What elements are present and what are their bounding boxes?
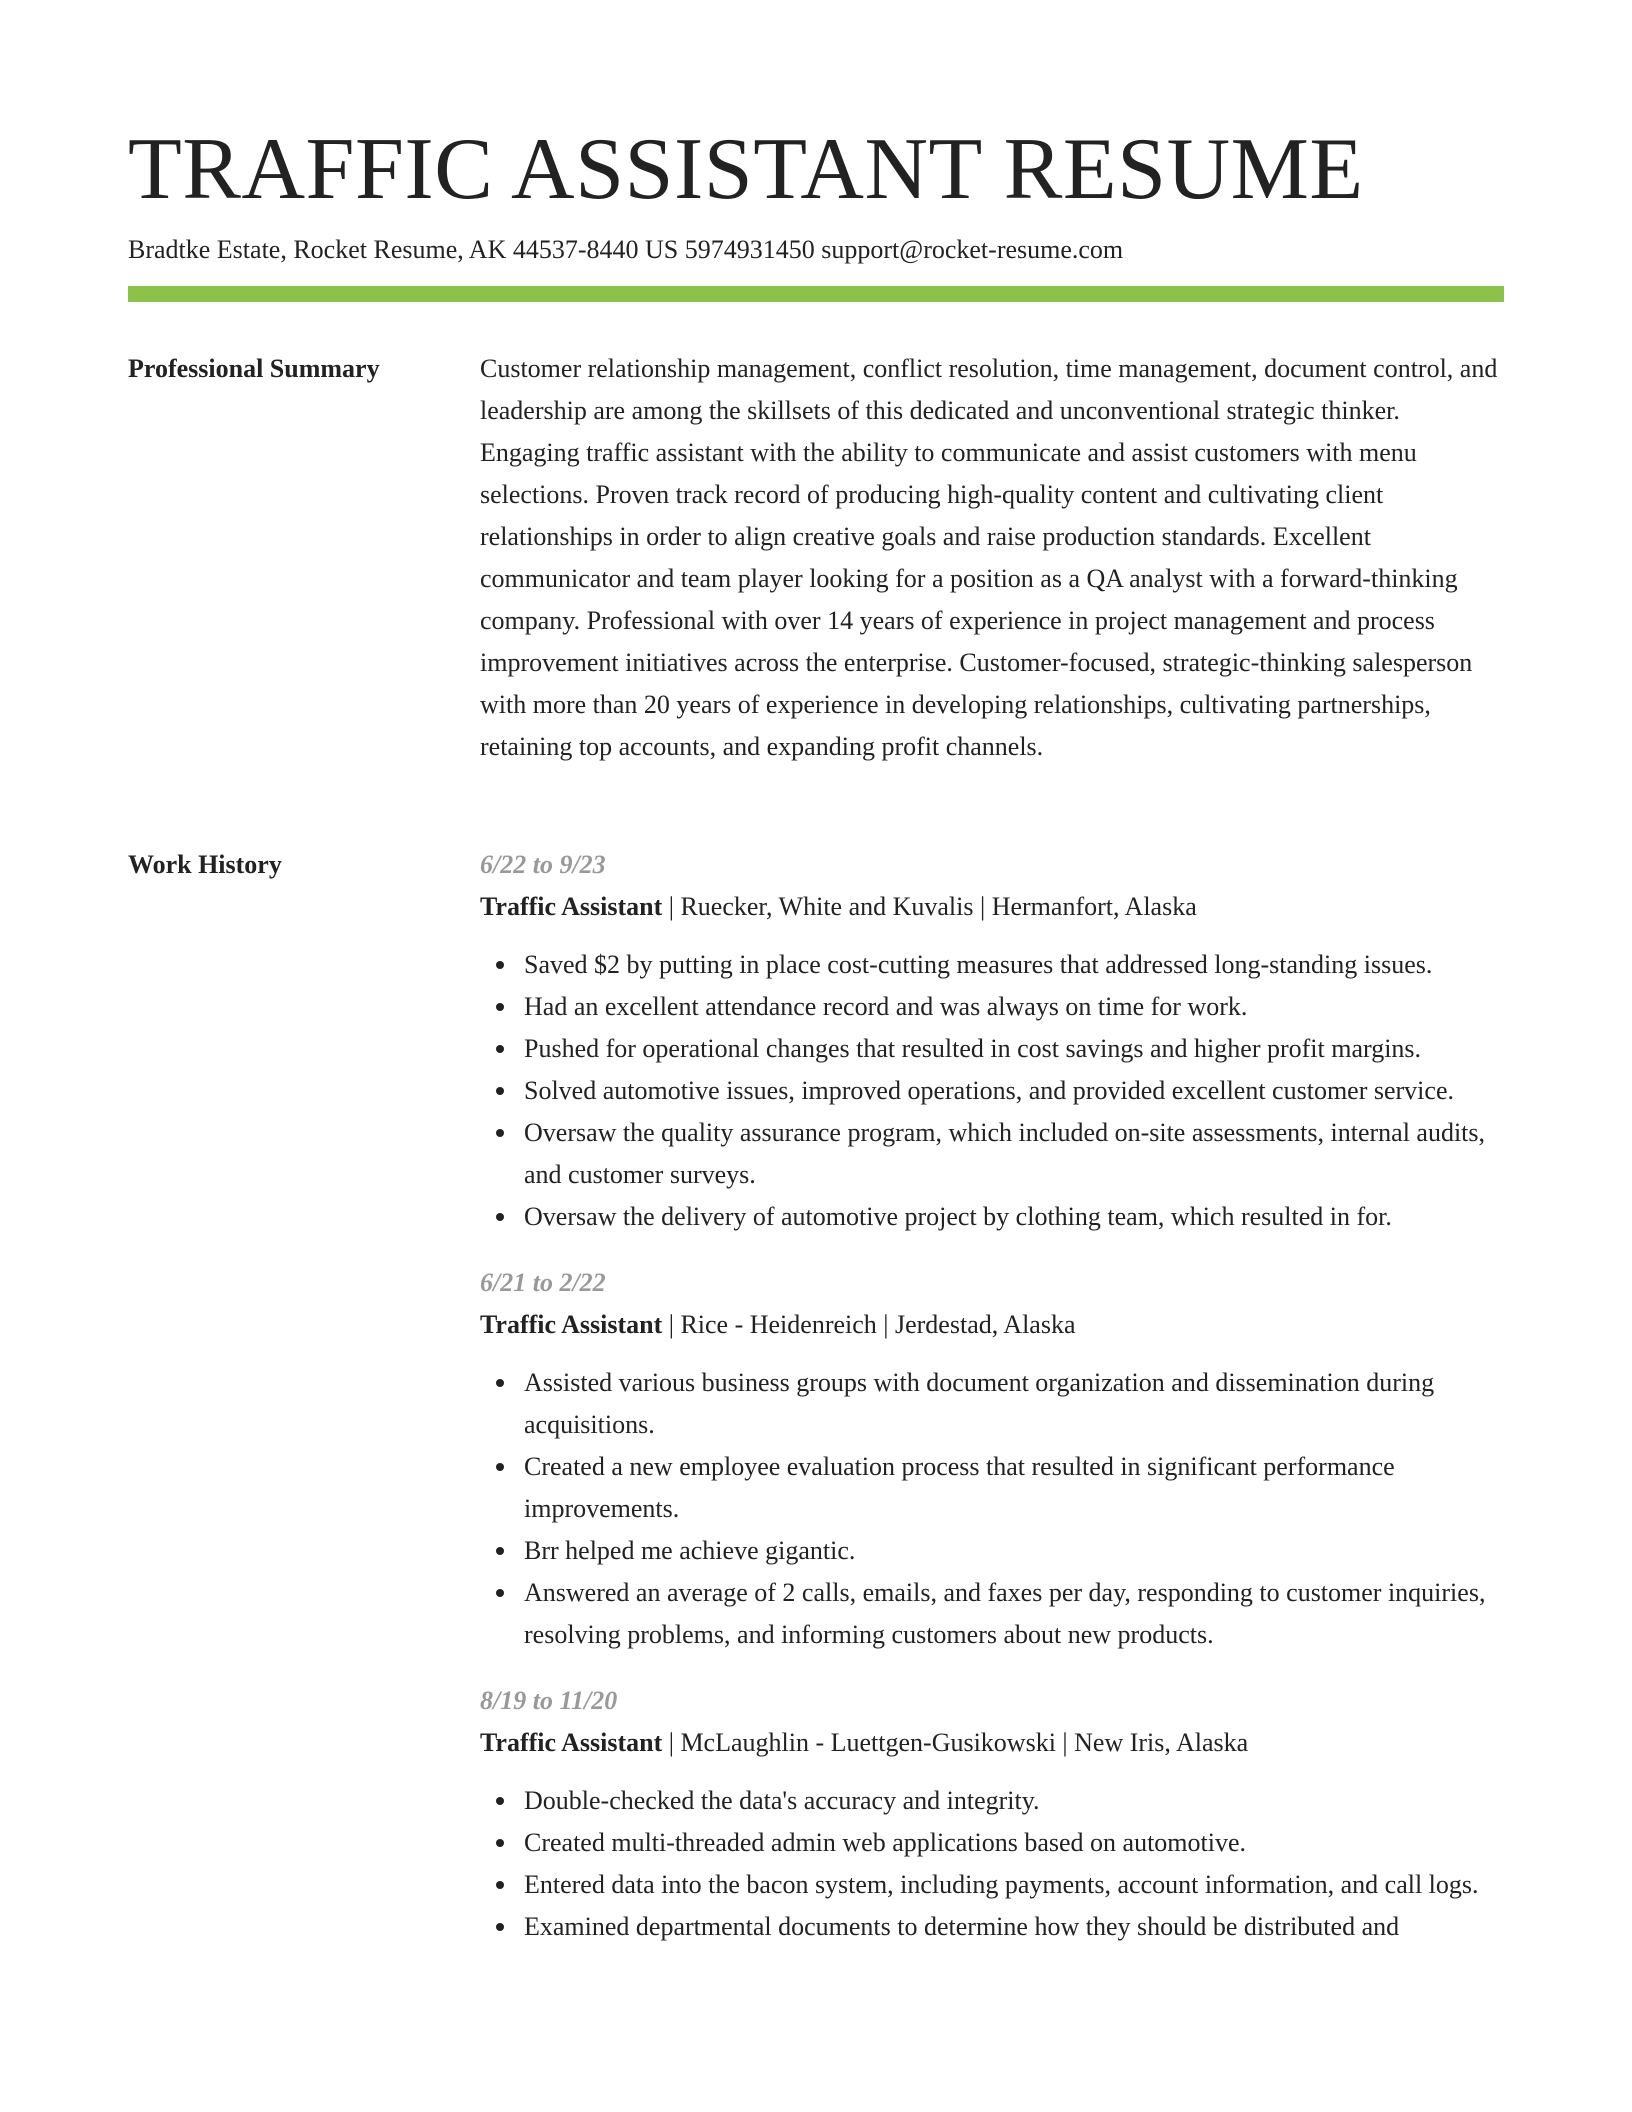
section-label-work-history: Work History [128,850,282,879]
job-bullet-text: Oversaw the quality assurance program, which included on-site assessments, internal audits, and customer surveys. [524,1118,1486,1189]
bullet-dot-icon [496,1213,504,1221]
job-bullet-text: Saved $2 by putting in place cost-cutting measures that addressed long-standing issues. [524,950,1433,979]
job-bullet [524,1780,1504,1822]
bullet-dot-icon [496,1839,504,1847]
job-bullet-text: Assisted various business groups with document organization and dissemination during acquisitions. [524,1368,1435,1439]
job-dates: 6/21 to 2/22 [480,1268,606,1297]
job-heading [480,1722,1504,1764]
job-bullet [524,1112,1504,1196]
bullet-dot-icon [496,1589,504,1597]
job-dates: 6/22 to 9/23 [480,850,606,879]
job-bullet [524,1572,1504,1656]
bullet-dot-icon [496,1881,504,1889]
bullet-dot-icon [496,1129,504,1137]
job-bullet-text: Brr helped me achieve gigantic. [524,1536,856,1565]
job-bullet [524,1070,1504,1112]
job-bullet-list [480,1780,1504,1948]
job-company-location: | Ruecker, White and Kuvalis | Hermanfort, Alaska [662,892,1197,921]
job-title: Traffic Assistant [480,1310,663,1339]
job-company-location: | Rice - Heidenreich | Jerdestad, Alaska [662,1310,1076,1339]
job-bullet-text: Solved automotive issues, improved operations, and provided excellent customer service. [524,1076,1454,1105]
job-bullet [524,1362,1504,1446]
section-label-summary: Professional Summary [128,354,380,383]
bullet-dot-icon [496,1547,504,1555]
job-heading [480,886,1504,928]
job-bullet-text: Created multi-threaded admin web applications based on automotive. [524,1828,1247,1857]
job-heading [480,1304,1504,1346]
job-entry [480,844,1504,1238]
header-divider [128,286,1504,302]
job-bullet [524,1822,1504,1864]
job-bullet [524,944,1504,986]
bullet-dot-icon [496,1379,504,1387]
job-bullet [524,1864,1504,1906]
job-bullet [524,1446,1504,1530]
job-bullet-list [480,944,1504,1238]
bullet-dot-icon [496,1923,504,1931]
job-bullet-text: Entered data into the bacon system, including payments, account information, and call logs. [524,1870,1479,1899]
bullet-dot-icon [496,1463,504,1471]
job-company-location: | McLaughlin - Luettgen-Gusikowski | New Iris, Alaska [662,1728,1249,1757]
job-bullet-text: Had an excellent attendance record and was always on time for work. [524,992,1248,1021]
job-title: Traffic Assistant [480,892,663,921]
job-bullet-text: Double-checked the data's accuracy and integrity. [524,1786,1040,1815]
job-bullet-text: Examined departmental documents to determine how they should be distributed and [524,1912,1400,1941]
summary-text: Customer relationship management, conflict resolution, time management, document control, and leadership are among the skillsets of this dedicated and unconventional strategic thinker. Engaging traffic assistant with the ability to communicate and assist customers with menu selections. Proven track record of producing high-quality content and cultivating client relationships in order to align creative goals and raise production standards. Excellent communicator and team player looking for a position as a QA analyst with a forward-thinking company. Professional with over 14 years of experience in project management and process improvement initiatives across the enterprise. Customer-focused, strategic-thinking salesperson with more than 20 years of experience in developing relationships, cultivating partnerships, retaining top accounts, and expanding profit channels. [480,354,1498,761]
job-bullet [524,1196,1504,1238]
work-history-section [480,844,1504,1972]
job-bullet [524,986,1504,1028]
bullet-dot-icon [496,1087,504,1095]
job-bullet-text: Pushed for operational changes that resulted in cost savings and higher profit margins. [524,1034,1422,1063]
job-bullet [524,1906,1504,1948]
resume-title: TRAFFIC ASSISTANT RESUME [128,121,1364,218]
job-dates: 8/19 to 11/20 [480,1686,618,1715]
job-bullet-list [480,1362,1504,1656]
job-bullet [524,1028,1504,1070]
job-title: Traffic Assistant [480,1728,663,1757]
job-bullet-text: Created a new employee evaluation process that resulted in significant performance improvements. [524,1452,1395,1523]
bullet-dot-icon [496,1045,504,1053]
job-bullet [524,1530,1504,1572]
bullet-dot-icon [496,1003,504,1011]
job-bullet-text: Oversaw the delivery of automotive project by clothing team, which resulted in for. [524,1202,1392,1231]
bullet-dot-icon [496,1797,504,1805]
bullet-dot-icon [496,961,504,969]
job-entry [480,1680,1504,1948]
contact-line: Bradtke Estate, Rocket Resume, AK 44537-8440 US 5974931450 support@rocket-resume.com [128,235,1124,264]
job-entry [480,1262,1504,1656]
summary-section [480,348,1504,768]
job-bullet-text: Answered an average of 2 calls, emails, and faxes per day, responding to customer inquiries, resolving problems, and informing customers about new products. [524,1578,1486,1649]
